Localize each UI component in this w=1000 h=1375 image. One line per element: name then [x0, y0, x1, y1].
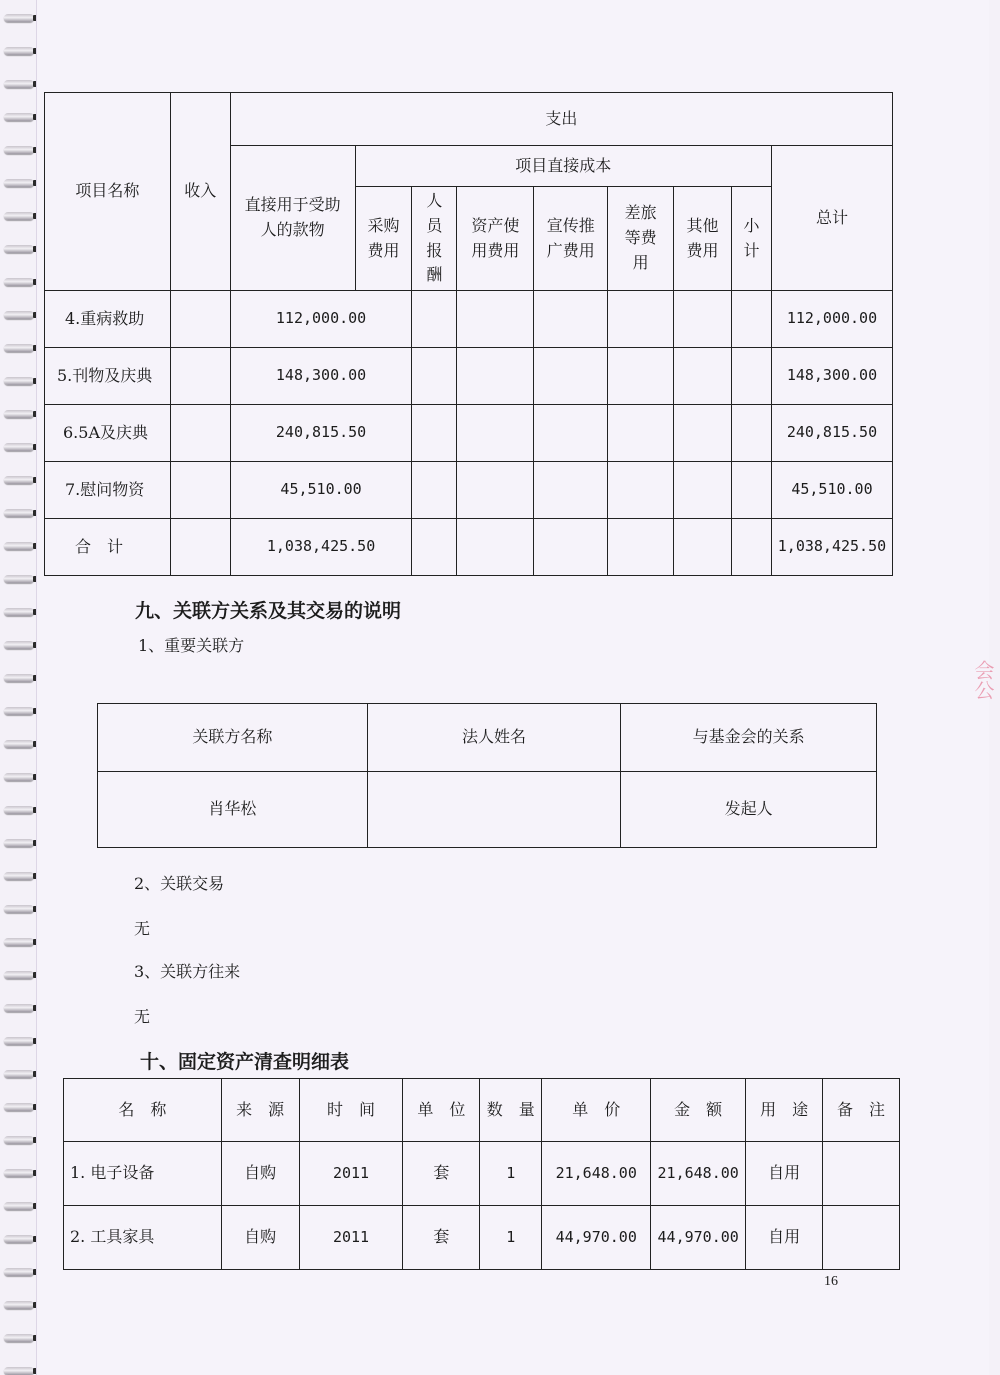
- binding-ring: [4, 245, 34, 253]
- asset-quantity: 1: [480, 1206, 542, 1270]
- asset-unit-price: 44,970.00: [542, 1206, 651, 1270]
- row-name: 合 计: [45, 519, 171, 576]
- asset-unit: 套: [403, 1142, 480, 1206]
- binding-ring: [4, 1103, 34, 1111]
- binding-ring: [4, 47, 34, 55]
- binding-ring: [4, 278, 34, 286]
- header-direct-cost: 项目直接成本: [355, 146, 771, 187]
- header-related-name: 关联方名称: [98, 704, 368, 772]
- asset-source: 自购: [221, 1206, 299, 1270]
- header-direct-goods: 直接用于受助人的款物: [230, 146, 355, 291]
- related-name-cell: 肖华松: [98, 772, 368, 848]
- binding-ring: [4, 1301, 34, 1309]
- binding-ring: [4, 113, 34, 121]
- binding-ring: [4, 410, 34, 418]
- header-promotion: 宣传推广费用: [534, 187, 608, 291]
- binding-ring: [4, 707, 34, 715]
- asset-source: 自购: [221, 1142, 299, 1206]
- row-direct: 1,038,425.50: [230, 519, 412, 576]
- row-name: 6.5A及庆典: [45, 405, 171, 462]
- table-row: [45, 291, 893, 348]
- row-name: 5.刊物及庆典: [45, 348, 171, 405]
- header-usage: 用 途: [746, 1079, 823, 1142]
- header-time: 时 间: [299, 1079, 403, 1142]
- table-row: [98, 772, 877, 848]
- header-purchase: 采购费用: [355, 187, 412, 291]
- binding-ring: [4, 839, 34, 847]
- section9-sub2: 2、关联交易: [134, 874, 225, 893]
- binding-ring: [4, 1037, 34, 1045]
- section9-sub3-value: 无: [134, 1007, 151, 1026]
- binding-ring: [4, 641, 34, 649]
- binding-ring: [4, 872, 34, 880]
- row-total: 1,038,425.50: [771, 519, 892, 576]
- binding-ring: [4, 14, 34, 22]
- asset-remark: [823, 1206, 900, 1270]
- asset-usage: 自用: [746, 1142, 823, 1206]
- asset-unit-price: 21,648.00: [542, 1142, 651, 1206]
- asset-unit: 套: [403, 1206, 480, 1270]
- asset-time: 2011: [299, 1142, 403, 1206]
- row-total: 45,510.00: [771, 462, 892, 519]
- asset-usage: 自用: [746, 1206, 823, 1270]
- spiral-binding: [0, 0, 40, 1375]
- header-unit: 单 位: [403, 1079, 480, 1142]
- binding-ring: [4, 1004, 34, 1012]
- row-total: 112,000.00: [771, 291, 892, 348]
- legal-person-cell: [367, 772, 621, 848]
- header-total: 总计: [771, 146, 892, 291]
- asset-quantity: 1: [480, 1142, 542, 1206]
- binding-ring: [4, 377, 34, 385]
- binding-ring: [4, 443, 34, 451]
- table-row: [45, 405, 893, 462]
- binding-ring: [4, 509, 34, 517]
- section9-sub3: 3、关联方往来: [134, 962, 241, 981]
- binding-ring: [4, 938, 34, 946]
- binding-ring: [4, 971, 34, 979]
- binding-ring: [4, 674, 34, 682]
- relationship-cell: 发起人: [621, 772, 877, 848]
- row-direct: 112,000.00: [230, 291, 412, 348]
- binding-ring: [4, 1136, 34, 1144]
- binding-ring: [4, 608, 34, 616]
- table-row: [45, 462, 893, 519]
- header-expenditure: 支出: [230, 93, 892, 146]
- binding-ring: [4, 1235, 34, 1243]
- row-direct: 148,300.00: [230, 348, 412, 405]
- fixed-asset-table: [63, 1078, 900, 1270]
- expense-table: [44, 92, 893, 576]
- binding-ring: [4, 1334, 34, 1342]
- row-name: 4.重病救助: [45, 291, 171, 348]
- header-item-name: 项目名称: [45, 93, 171, 291]
- header-legal-person: 法人姓名: [367, 704, 621, 772]
- asset-time: 2011: [299, 1206, 403, 1270]
- row-total: 148,300.00: [771, 348, 892, 405]
- table-row: [45, 348, 893, 405]
- red-seal-stamp: 会公: [971, 660, 995, 700]
- header-source: 来 源: [221, 1079, 299, 1142]
- binding-ring: [4, 575, 34, 583]
- asset-amount: 21,648.00: [651, 1142, 746, 1206]
- header-travel: 差旅等费用: [608, 187, 674, 291]
- header-relationship: 与基金会的关系: [621, 704, 877, 772]
- binding-ring: [4, 1070, 34, 1078]
- binding-ring: [4, 212, 34, 220]
- binding-ring: [4, 311, 34, 319]
- section10-title: 十、固定资产清查明细表: [140, 1051, 350, 1073]
- binding-ring: [4, 740, 34, 748]
- header-personnel: 人员报酬: [412, 187, 457, 291]
- binding-ring: [4, 806, 34, 814]
- section9-sub2-value: 无: [134, 919, 151, 938]
- header-name: 名 称: [64, 1079, 222, 1142]
- row-total: 240,815.50: [771, 405, 892, 462]
- header-remark: 备 注: [823, 1079, 900, 1142]
- asset-name: 2. 工具家具: [64, 1206, 222, 1270]
- binding-ring: [4, 80, 34, 88]
- binding-ring: [4, 476, 34, 484]
- page-number: 16: [824, 1274, 838, 1289]
- section9-title: 九、关联方关系及其交易的说明: [135, 600, 402, 622]
- binding-ring: [4, 542, 34, 550]
- row-direct: 240,815.50: [230, 405, 412, 462]
- row-name: 7.慰问物资: [45, 462, 171, 519]
- binding-ring: [4, 905, 34, 913]
- asset-amount: 44,970.00: [651, 1206, 746, 1270]
- header-unit-price: 单 价: [542, 1079, 651, 1142]
- table-row: [64, 1142, 900, 1206]
- binding-ring: [4, 1268, 34, 1276]
- row-direct: 45,510.00: [230, 462, 412, 519]
- header-quantity: 数 量: [480, 1079, 542, 1142]
- binding-ring: [4, 179, 34, 187]
- binding-ring: [4, 146, 34, 154]
- asset-remark: [823, 1142, 900, 1206]
- binding-ring: [4, 773, 34, 781]
- section9-sub1: 1、重要关联方: [138, 636, 245, 655]
- header-income: 收入: [170, 93, 230, 291]
- binding-ring: [4, 1169, 34, 1177]
- binding-ring: [4, 1367, 34, 1375]
- header-asset-use: 资产使用费用: [457, 187, 534, 291]
- header-subtotal: 小计: [731, 187, 771, 291]
- binding-ring: [4, 344, 34, 352]
- asset-name: 1. 电子设备: [64, 1142, 222, 1206]
- header-other: 其他费用: [674, 187, 732, 291]
- related-party-table: [97, 703, 877, 848]
- table-row-total: [45, 519, 893, 576]
- table-row: [64, 1206, 900, 1270]
- header-amount: 金 额: [651, 1079, 746, 1142]
- binding-ring: [4, 1202, 34, 1210]
